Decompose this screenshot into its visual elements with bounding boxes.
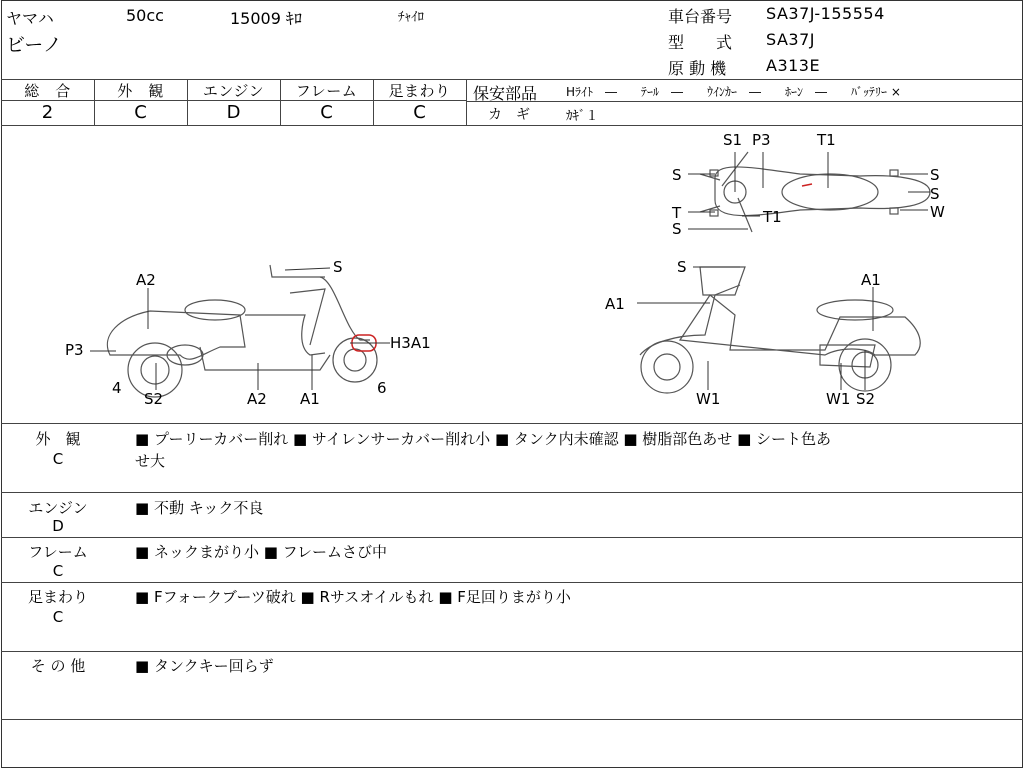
scooter-right-view <box>625 255 935 405</box>
mark-left-4: 4 <box>112 379 122 397</box>
divider <box>1 651 1023 652</box>
mark-left-h3a1: H3A1 <box>390 334 431 352</box>
divider <box>1 492 1023 493</box>
mark-top-w-right: W <box>930 203 945 221</box>
comment-engine-text: ■ 不動 キック不良 <box>135 499 264 517</box>
divider <box>1 125 1023 126</box>
comment-engine-grade: D <box>52 517 64 535</box>
mark-right-s2: S2 <box>856 390 876 408</box>
comment-suspension-grade: C <box>52 608 64 626</box>
mark-top-t1-lower: T1 <box>763 208 782 226</box>
grade-frame-value: C <box>320 102 333 123</box>
mark-left-6: 6 <box>377 379 387 397</box>
key-value: ｶｷﾞ１ <box>566 109 599 124</box>
divider <box>466 79 467 125</box>
engine-type-label: 原 動 機 <box>668 59 727 78</box>
scooter-left-view <box>80 255 400 405</box>
grade-overall-label: 総 合 <box>24 82 71 100</box>
divider <box>1 423 1023 424</box>
mark-top-t-left: T <box>672 204 682 222</box>
mark-right-a1-right: A1 <box>861 271 881 289</box>
mark-top-s-bottom: S <box>672 220 682 238</box>
mark-left-s2: S2 <box>144 390 164 408</box>
grade-overall-value: 2 <box>41 102 54 123</box>
type-label: 型 式 <box>668 33 733 52</box>
comment-suspension-text: ■ Fフォークブーツ破れ ■ Rサスオイルもれ ■ F足回りまがり小 <box>135 588 571 606</box>
mark-top-s-right2: S <box>930 185 940 203</box>
mark-left-a2-bottom: A2 <box>247 390 267 408</box>
mark-top-p3: P3 <box>752 131 771 149</box>
key-label: カ ギ <box>488 107 530 123</box>
divider <box>1 719 1023 720</box>
comment-exterior-text: ■ プーリーカバー削れ ■ サイレンサーカバー削れ小 ■ タンク内未確認 ■ 樹脂部色あせ ■ シート色あ <box>135 430 832 448</box>
grade-exterior-value: C <box>134 102 147 123</box>
mark-top-s-right1: S <box>930 166 940 184</box>
comment-suspension-label: 足まわり <box>27 588 88 606</box>
mark-right-w1-left: W1 <box>696 390 721 408</box>
frame-no-value: SA37J-155554 <box>766 4 885 23</box>
grade-engine-value: D <box>226 102 241 123</box>
scooter-top-view <box>660 130 960 240</box>
model-name: ビーノ <box>6 34 62 56</box>
maker-name: ヤマハ <box>6 9 54 28</box>
comment-exterior-grade: C <box>52 450 64 468</box>
mark-right-a1-left: A1 <box>605 295 625 313</box>
frame-no-label: 車台番号 <box>668 7 733 26</box>
grade-frame-label: フレーム <box>295 82 358 100</box>
grade-suspension-label: 足まわり <box>388 82 451 100</box>
displacement: 50cc <box>126 6 164 25</box>
comment-frame-label: フレーム <box>28 543 88 561</box>
mark-top-t1: T1 <box>817 131 836 149</box>
mark-top-s-left: S <box>672 166 682 184</box>
comment-frame-text: ■ ネックまがり小 ■ フレームさび中 <box>135 543 388 561</box>
comment-engine-label: エンジン <box>28 499 88 517</box>
comment-exterior-label: 外 観 <box>35 430 81 448</box>
mark-left-s: S <box>333 258 343 276</box>
comment-frame-grade: C <box>52 562 64 580</box>
safety-parts-items: Hﾗｲﾄ ― ﾃｰﾙ ― ｳｲﾝｶｰ ― ﾎｰﾝ ― ﾊﾞｯﾃﾘｰ × <box>566 85 901 99</box>
mark-right-s: S <box>677 258 687 276</box>
comment-other-text: ■ タンクキー回らず <box>135 657 274 675</box>
safety-parts-label: 保安部品 <box>473 84 538 103</box>
grade-engine-label: エンジン <box>202 82 265 100</box>
color: ﾁｬｲﾛ <box>398 10 424 25</box>
divider <box>1 537 1023 538</box>
grade-exterior-label: 外 観 <box>117 82 164 100</box>
comment-other-label: そ の 他 <box>30 657 86 675</box>
grade-suspension-value: C <box>413 102 426 123</box>
engine-type-value: A313E <box>766 56 821 75</box>
mark-left-p3: P3 <box>65 341 84 359</box>
mark-left-a2-top: A2 <box>136 271 156 289</box>
divider <box>466 101 1023 102</box>
mark-left-a1: A1 <box>300 390 320 408</box>
mileage: 15009 ｷﾛ <box>230 9 302 28</box>
mark-top-s1: S1 <box>723 131 743 149</box>
mark-right-w1-right: W1 <box>826 390 851 408</box>
comment-exterior-text-cont: せ大 <box>135 452 166 470</box>
divider <box>1 582 1023 583</box>
type-value: SA37J <box>766 30 815 49</box>
